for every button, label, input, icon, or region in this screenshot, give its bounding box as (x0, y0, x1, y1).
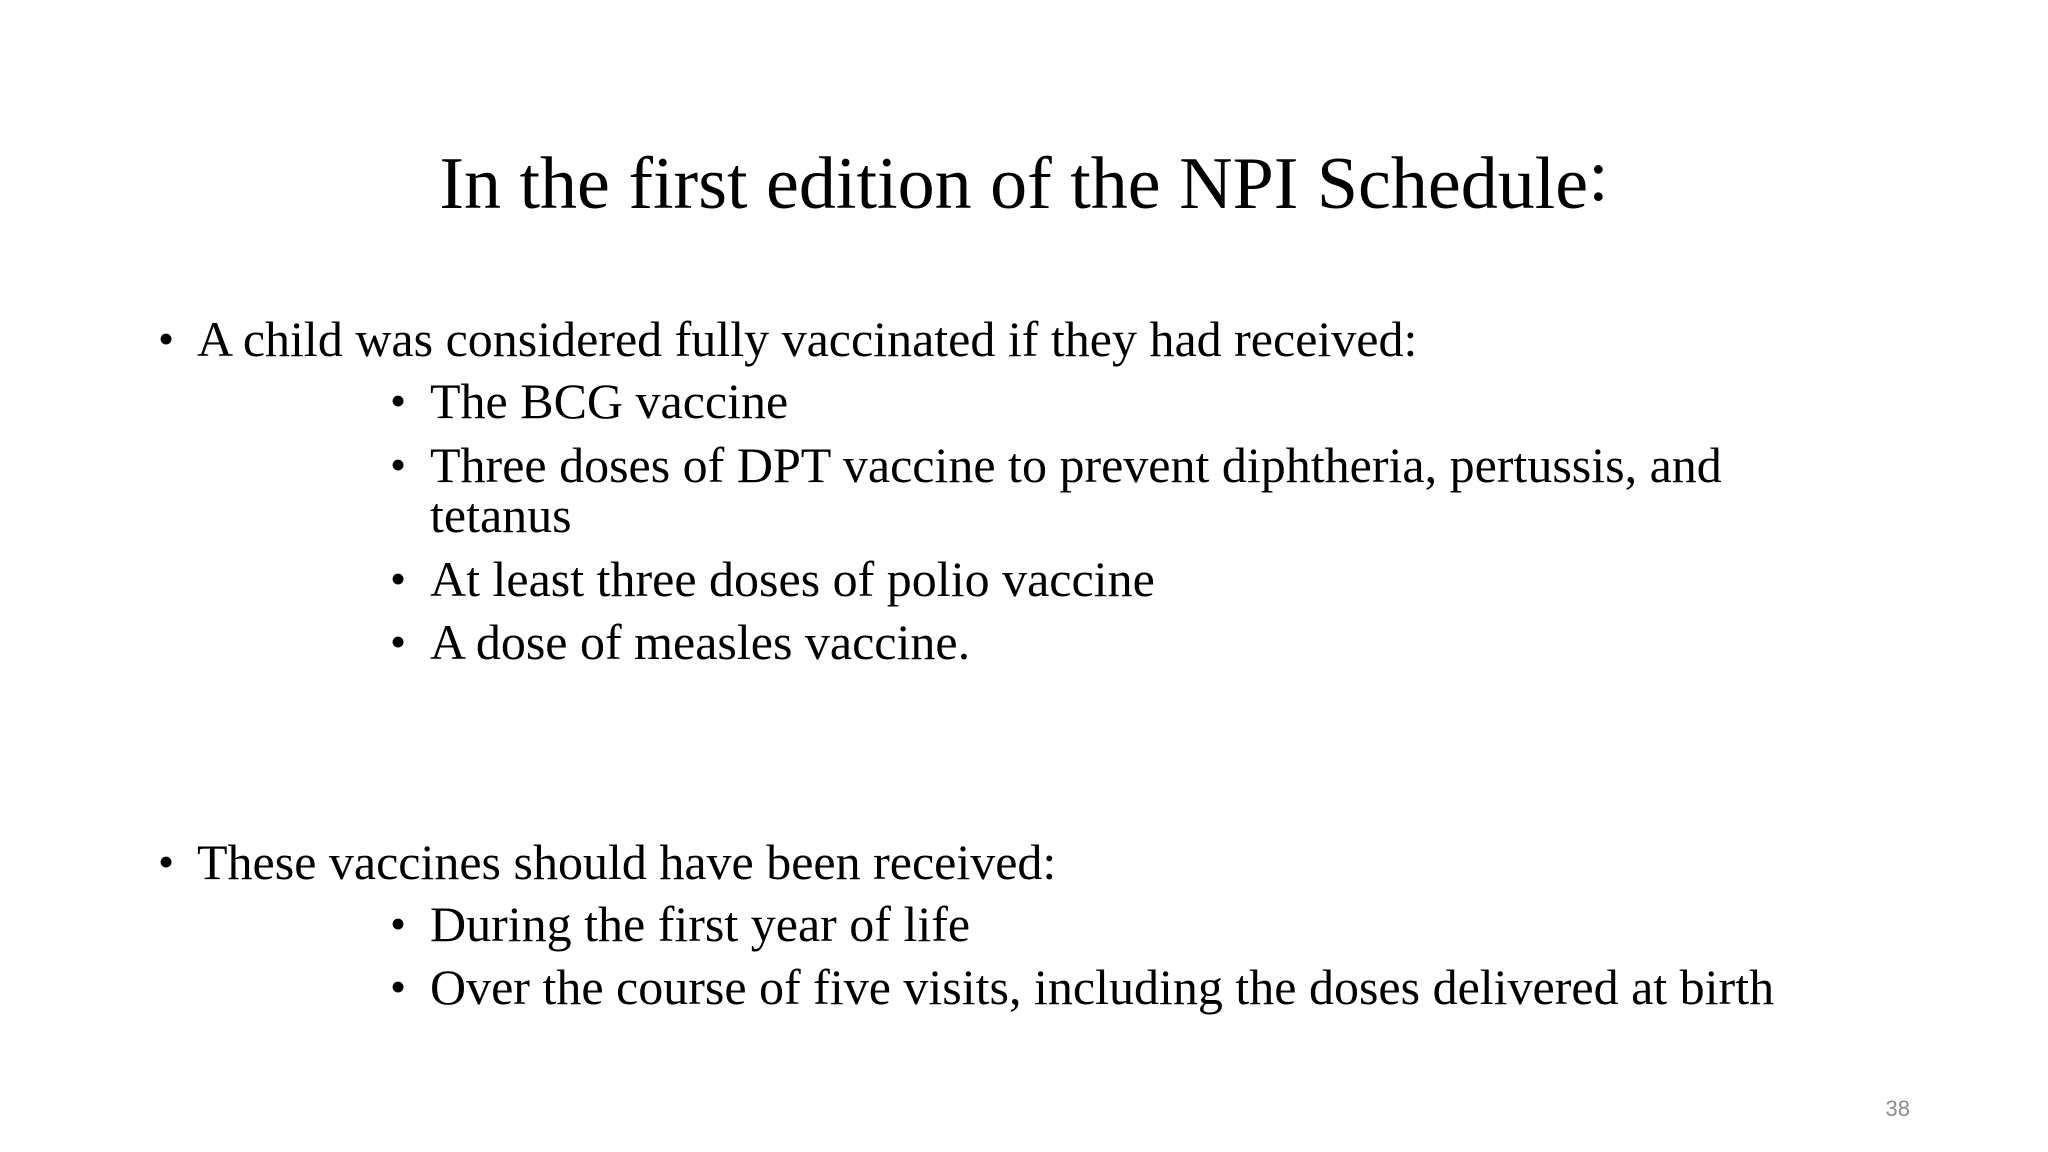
slide-title (0, 128, 2048, 232)
bullet-icon: • (158, 313, 175, 364)
bullet-icon: • (158, 836, 175, 887)
sub-bullet-text-continued: tetanus (430, 487, 572, 543)
sub-bullet-icon: • (390, 439, 407, 490)
sub-bullet-text: The BCG vaccine (430, 373, 789, 429)
slide-title-text: In the first edition of the NPI Schedule (439, 143, 1589, 225)
bullet-text: A child was considered fully vaccinated if they had received: (197, 311, 1418, 367)
sub-bullet-icon: • (390, 898, 407, 949)
sub-bullet-text: A dose of measles vaccine. (430, 614, 971, 670)
sub-bullet-icon: • (390, 961, 407, 1012)
page-number: 38 (1885, 1096, 1910, 1121)
sub-bullet-text: Three doses of DPT vaccine to prevent diphtheria, pertussis, and (430, 437, 1722, 493)
sub-bullet-text: Over the course of five visits, including the doses delivered at birth (430, 959, 1775, 1015)
sub-bullet-icon: • (390, 375, 407, 426)
sub-bullet-text: During the first year of life (430, 896, 971, 952)
sub-bullet-icon: • (390, 616, 407, 667)
sub-bullet-text: At least three doses of polio vaccine (430, 551, 1155, 607)
sub-bullet-icon: • (390, 553, 407, 604)
bullet-text: These vaccines should have been received: (197, 834, 1057, 890)
slide-title-colon: : (1588, 135, 1609, 217)
